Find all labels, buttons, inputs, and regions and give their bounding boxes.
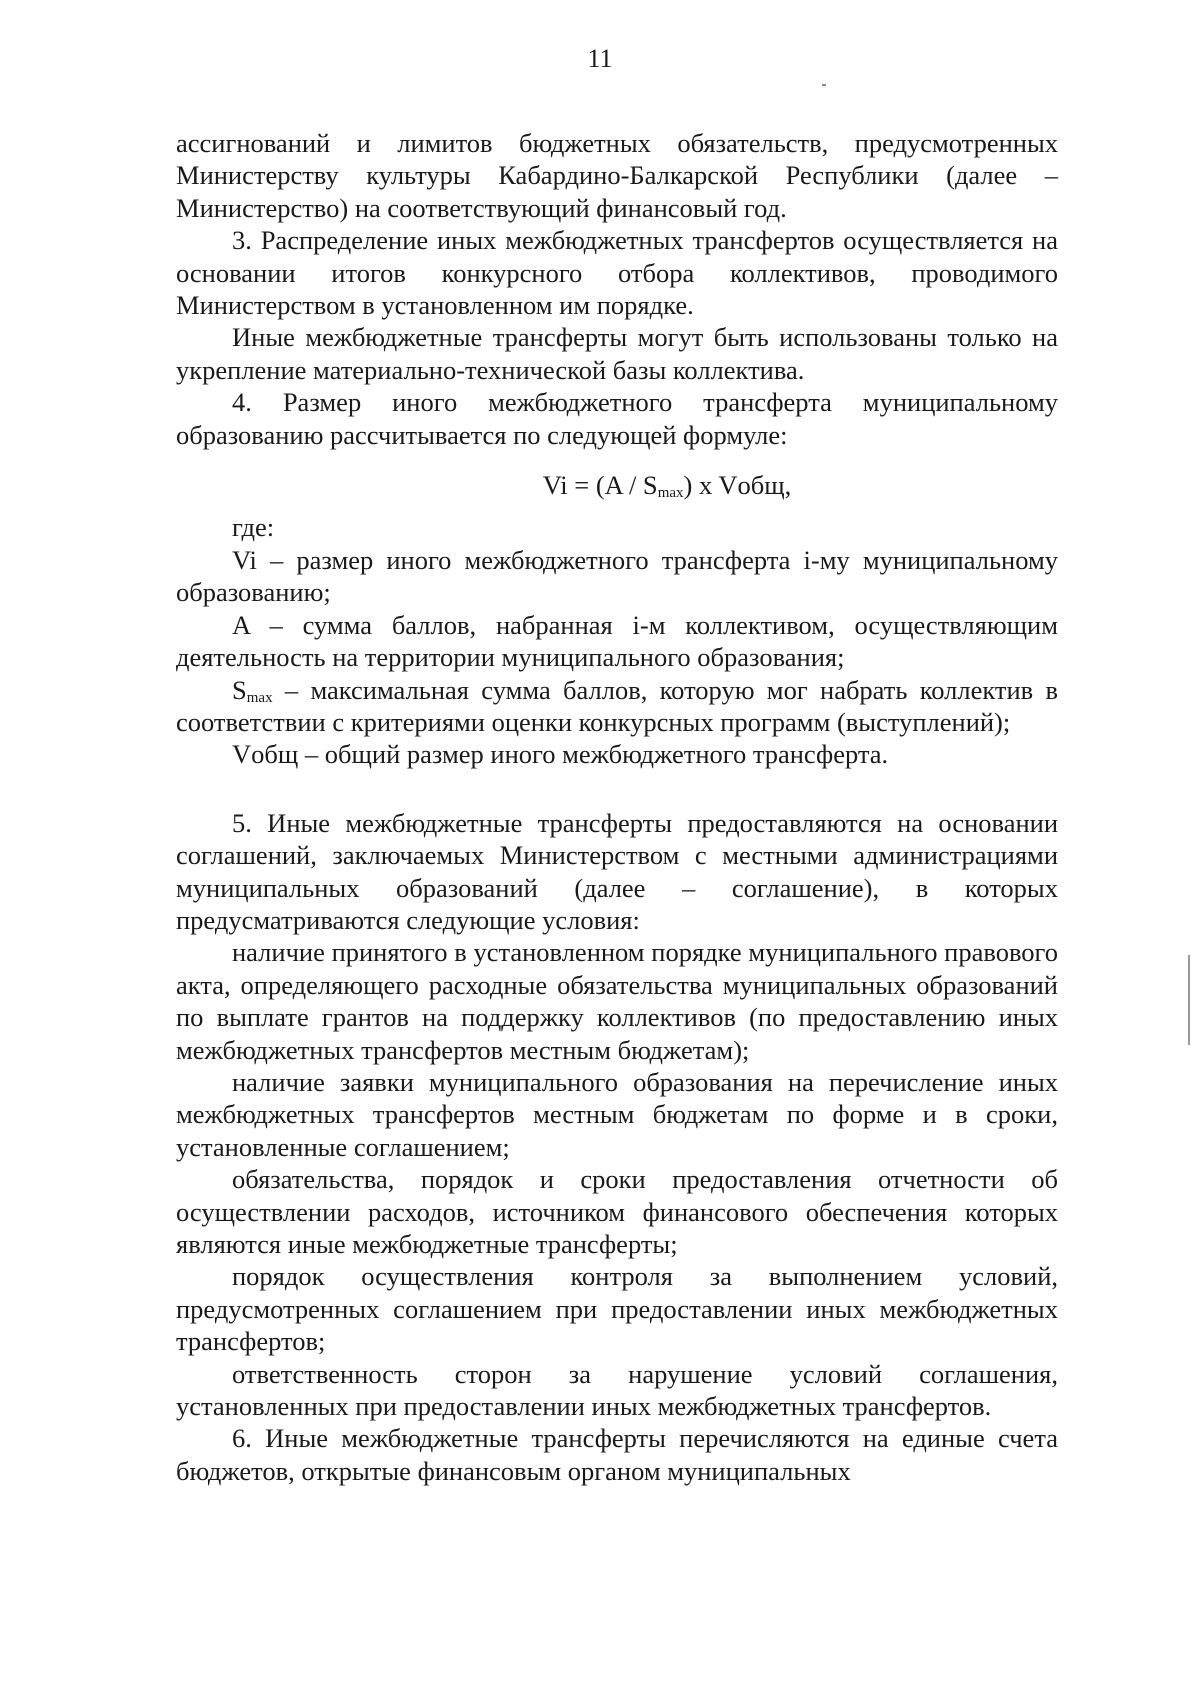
scan-edge-mark: [1188, 955, 1190, 1045]
smax-base: S: [232, 674, 247, 705]
paragraph-4: 4. Размер иного межбюджетного трансферта муниципальному образованию рассчитывается по следующей формуле:: [176, 387, 1058, 450]
definition-vi: Vi – размер иного межбюджетного трансферта i-му муниципальному образованию;: [176, 544, 1058, 608]
formula-right: ) x Vобщ,: [683, 470, 792, 501]
condition-control: порядок осуществления контроля за выполнением условий, предусмотренных соглашением при предоставлении иных межбюджетных трансфертов;: [176, 1261, 1058, 1357]
condition-responsibility: ответственность сторон за нарушение условий соглашения, установленных при предоставлении иных межбюджетных трансфертов.: [176, 1358, 1058, 1422]
paragraph-6: 6. Иные межбюджетные трансферты перечисляются на единые счета бюджетов, открытые финансовым органом муниципальных: [176, 1423, 1058, 1486]
paragraph-continuation: ассигнований и лимитов бюджетных обязательств, предусмотренных Министерству культуры Кабардино-Балкарской Республики (далее – Министерство) на соответствующий финансовый год.: [176, 128, 1058, 223]
paragraph-usage: Иные межбюджетные трансферты могут быть использованы только на укрепление материально-технической базы коллектива.: [176, 322, 1058, 385]
document-body: [176, 127, 1058, 1487]
condition-application: наличие заявки муниципального образования на перечисление иных межбюджетных трансфертов местным бюджетам по форме и в сроки, установленные соглашением;: [176, 1066, 1058, 1162]
smax-definition-text: – максимальная сумма баллов, которую мог набрать коллектив в соответствии с критериями оценки конкурсных программ (выступлений);: [176, 674, 1058, 737]
paragraph-gap: [176, 771, 1058, 807]
smax-subscript: max: [246, 689, 273, 706]
condition-legal-act: наличие принятого в установленном порядке муниципального правового акта, определяющего расходные обязательства муниципальных образований по выплате грантов на поддержку коллективов (по предоставлению иных межбюджетных трансфертов местным бюджетам);: [176, 937, 1058, 1065]
page-number: 11: [587, 44, 613, 73]
paragraph-5: 5. Иные межбюджетные трансферты предоставляются на основании соглашений, заключаемых Министерством с местными администрациями муниципальных образований (далее – соглашение), в которых предусматриваются следующие условия:: [176, 807, 1058, 935]
definition-a: A – сумма баллов, набранная i-м коллективом, осуществляющим деятельность на территории муниципального образования;: [176, 609, 1058, 673]
formula-subscript: max: [657, 485, 684, 502]
definition-smax: [176, 674, 1058, 739]
where-label: где:: [232, 512, 275, 543]
formula-left: Vi = (A / S: [542, 470, 658, 501]
condition-reporting: обязательства, порядок и сроки предоставления отчетности об осуществлении расходов, источником финансового обеспечения которых являются иные межбюджетные трансферты;: [176, 1164, 1058, 1259]
definition-vobsh: Vобщ – общий размер иного межбюджетного трансферта.: [232, 739, 889, 770]
scan-speck: [822, 84, 826, 86]
paragraph-3: 3. Распределение иных межбюджетных трансфертов осуществляется на основании итогов конкурсного отбора коллективов, проводимого Министерством в установленном им порядке.: [176, 225, 1058, 321]
formula: [176, 469, 1058, 501]
